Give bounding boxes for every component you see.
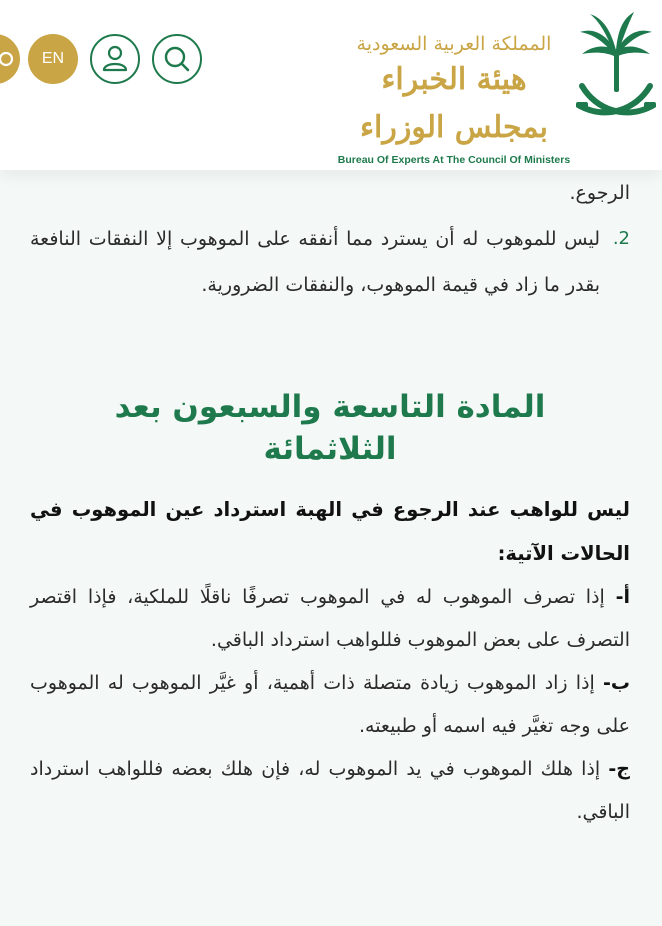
search-icon xyxy=(154,36,200,82)
article-intro: ليس للواهب عند الرجوع في الهبة استرداد عين الموهوب في الحالات الآتية: xyxy=(30,498,630,565)
document-content xyxy=(30,170,630,834)
clause-letter: ج- xyxy=(608,758,631,780)
settings-button[interactable] xyxy=(0,34,20,84)
settings-icon xyxy=(0,34,20,84)
brand-org-name-en: Bureau Of Experts At The Council Of Ministers xyxy=(337,154,571,166)
list-item-number: 2. xyxy=(612,228,630,249)
clause-letter: أ- xyxy=(615,586,630,608)
clause-text: إذا زاد الموهوب زيادة متصلة ذات أهمية، أو غيَّر الموهوب له الموهوب على وجه تغيَّر فيه اسمه أو طبيعته. xyxy=(30,672,630,737)
site-header xyxy=(0,0,662,170)
clause-c xyxy=(30,748,630,834)
brand-org-name-ar: هيئة الخبراء بمجلس الوزراء xyxy=(359,62,549,145)
brand-country-name: المملكة العربية السعودية xyxy=(356,33,552,55)
language-label: EN xyxy=(41,50,65,67)
user-icon xyxy=(92,36,138,82)
clause-a xyxy=(30,576,630,662)
list-item-text: ليس للموهوب له أن يسترد مما أنفقه على الموهوب إلا النفقات النافعة بقدر ما زاد في قيمة الموهوب، والنفقات الضرورية. xyxy=(30,228,600,296)
palm-swords-emblem-icon xyxy=(574,10,658,130)
account-button[interactable] xyxy=(90,34,140,84)
clause-letter: ب- xyxy=(603,672,630,694)
previous-item-fragment: الرجوع. xyxy=(569,182,630,204)
clause-text: إذا تصرف الموهوب له في الموهوب تصرفًا ناقلًا للملكية، فإذا اقتصر التصرف على بعض الموهوب فللواهب استرداد الباقي. xyxy=(30,586,630,651)
brand-text xyxy=(334,32,574,168)
search-button[interactable] xyxy=(152,34,202,84)
clause-text: إذا هلك الموهوب في يد الموهوب له، فإن هلك بعضه فللواهب استرداد الباقي. xyxy=(30,758,630,823)
brand-logo[interactable] xyxy=(328,10,658,166)
clause-b xyxy=(30,662,630,748)
list-item xyxy=(30,216,630,308)
language-button[interactable] xyxy=(28,34,78,84)
article-title: المادة التاسعة والسبعون بعد الثلاثمائة xyxy=(114,389,546,467)
